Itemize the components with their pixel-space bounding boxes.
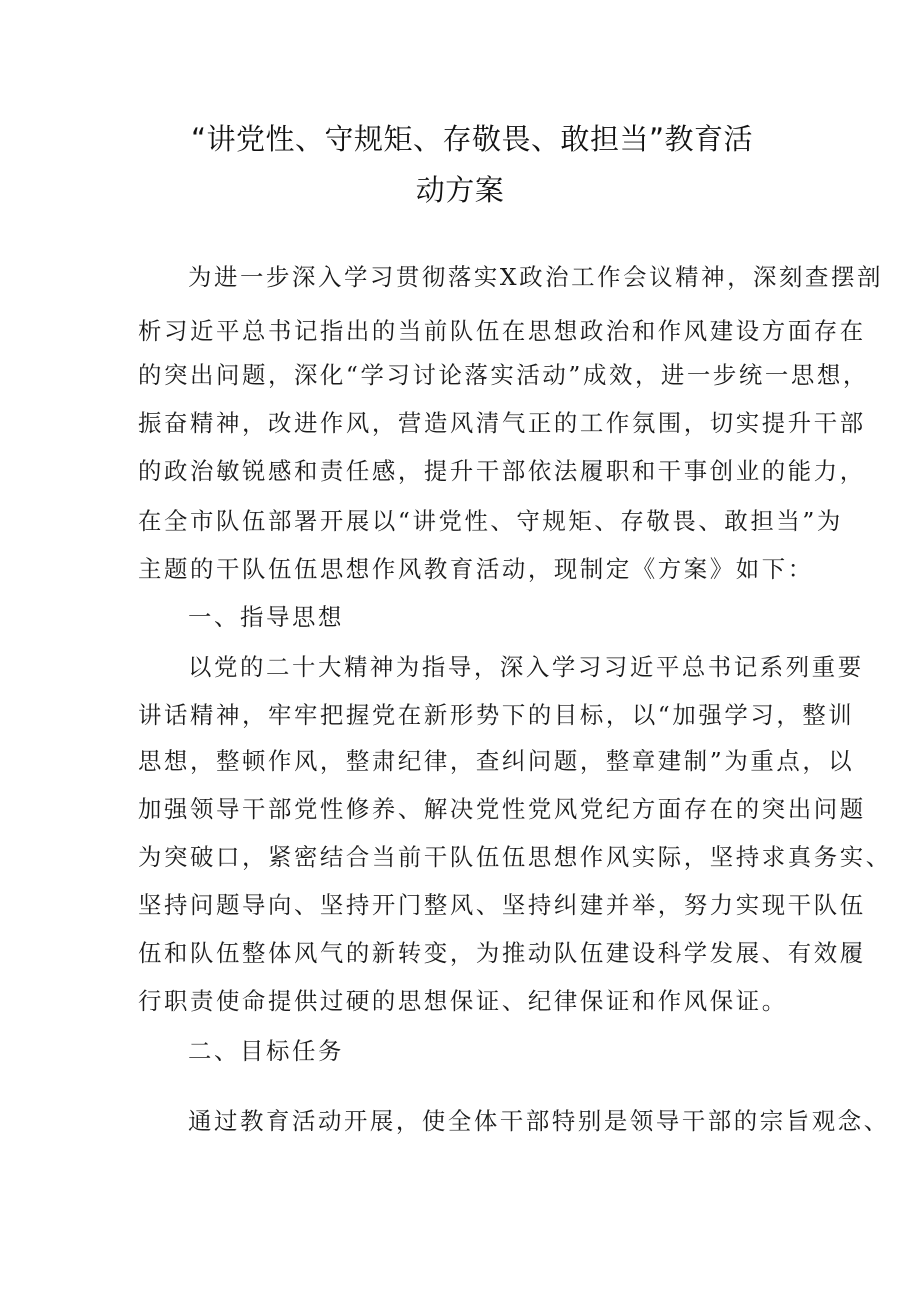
intro-line-1: 为进一步深入学习贯彻落实X政治工作会议精神，深刻查摆剖	[188, 263, 884, 291]
section2-line-1: 通过教育活动开展，使全体干部特别是领导干部的宗旨观念、	[188, 1107, 890, 1135]
document-title-line-2: 动方案	[415, 173, 505, 207]
document-title-line-1: “讲党性、守规矩、存敬畏、敢担当”教育活	[190, 122, 754, 156]
section1-line-6: 坚持问题导向、坚持开门整风、坚持纠建并举，努力实现干队伍	[138, 891, 866, 919]
section1-line-7: 伍和队伍整体风气的新转变，为推动队伍建设科学发展、有效履	[138, 939, 866, 967]
intro-line-6: 在全市队伍部署开展以“讲党性、守规矩、存敬畏、敢担当”为	[138, 507, 843, 535]
intro-line-4: 振奋精神，改进作风，营造风清气正的工作氛围，切实提升干部	[138, 409, 866, 437]
section1-line-8: 行职责使命提供过硬的思想保证、纪律保证和作风保证。	[138, 987, 788, 1015]
intro-line-7: 主题的干队伍伍思想作风教育活动，现制定《方案》如下：	[138, 555, 814, 583]
intro-line-5: 的政治敏锐感和责任感，提升干部依法履职和干事创业的能力，	[138, 457, 866, 485]
section-heading-guiding-thought: 一、指导思想	[188, 603, 344, 631]
section1-line-1: 以党的二十大精神为指导，深入学习习近平总书记系列重要	[188, 653, 864, 681]
intro-line-2: 析习近平总书记指出的当前队伍在思想政治和作风建设方面存在	[138, 317, 866, 345]
section1-line-2: 讲话精神，牢牢把握党在新形势下的目标，以“加强学习，整训	[138, 701, 855, 729]
section-heading-goals-tasks: 二、目标任务	[188, 1037, 344, 1065]
section1-line-4: 加强领导干部党性修养、解决党性党风党纪方面存在的突出问题	[138, 795, 866, 823]
section1-line-5: 为突破口，紧密结合当前干队伍伍思想作风实际，坚持求真务实、	[138, 843, 892, 871]
section1-line-3: 思想，整顿作风，整肃纪律，查纠问题，整章建制”为重点，以	[138, 747, 855, 775]
intro-line-3: 的突出问题，深化“学习讨论落实活动”成效，进一步统一思想，	[138, 361, 869, 389]
